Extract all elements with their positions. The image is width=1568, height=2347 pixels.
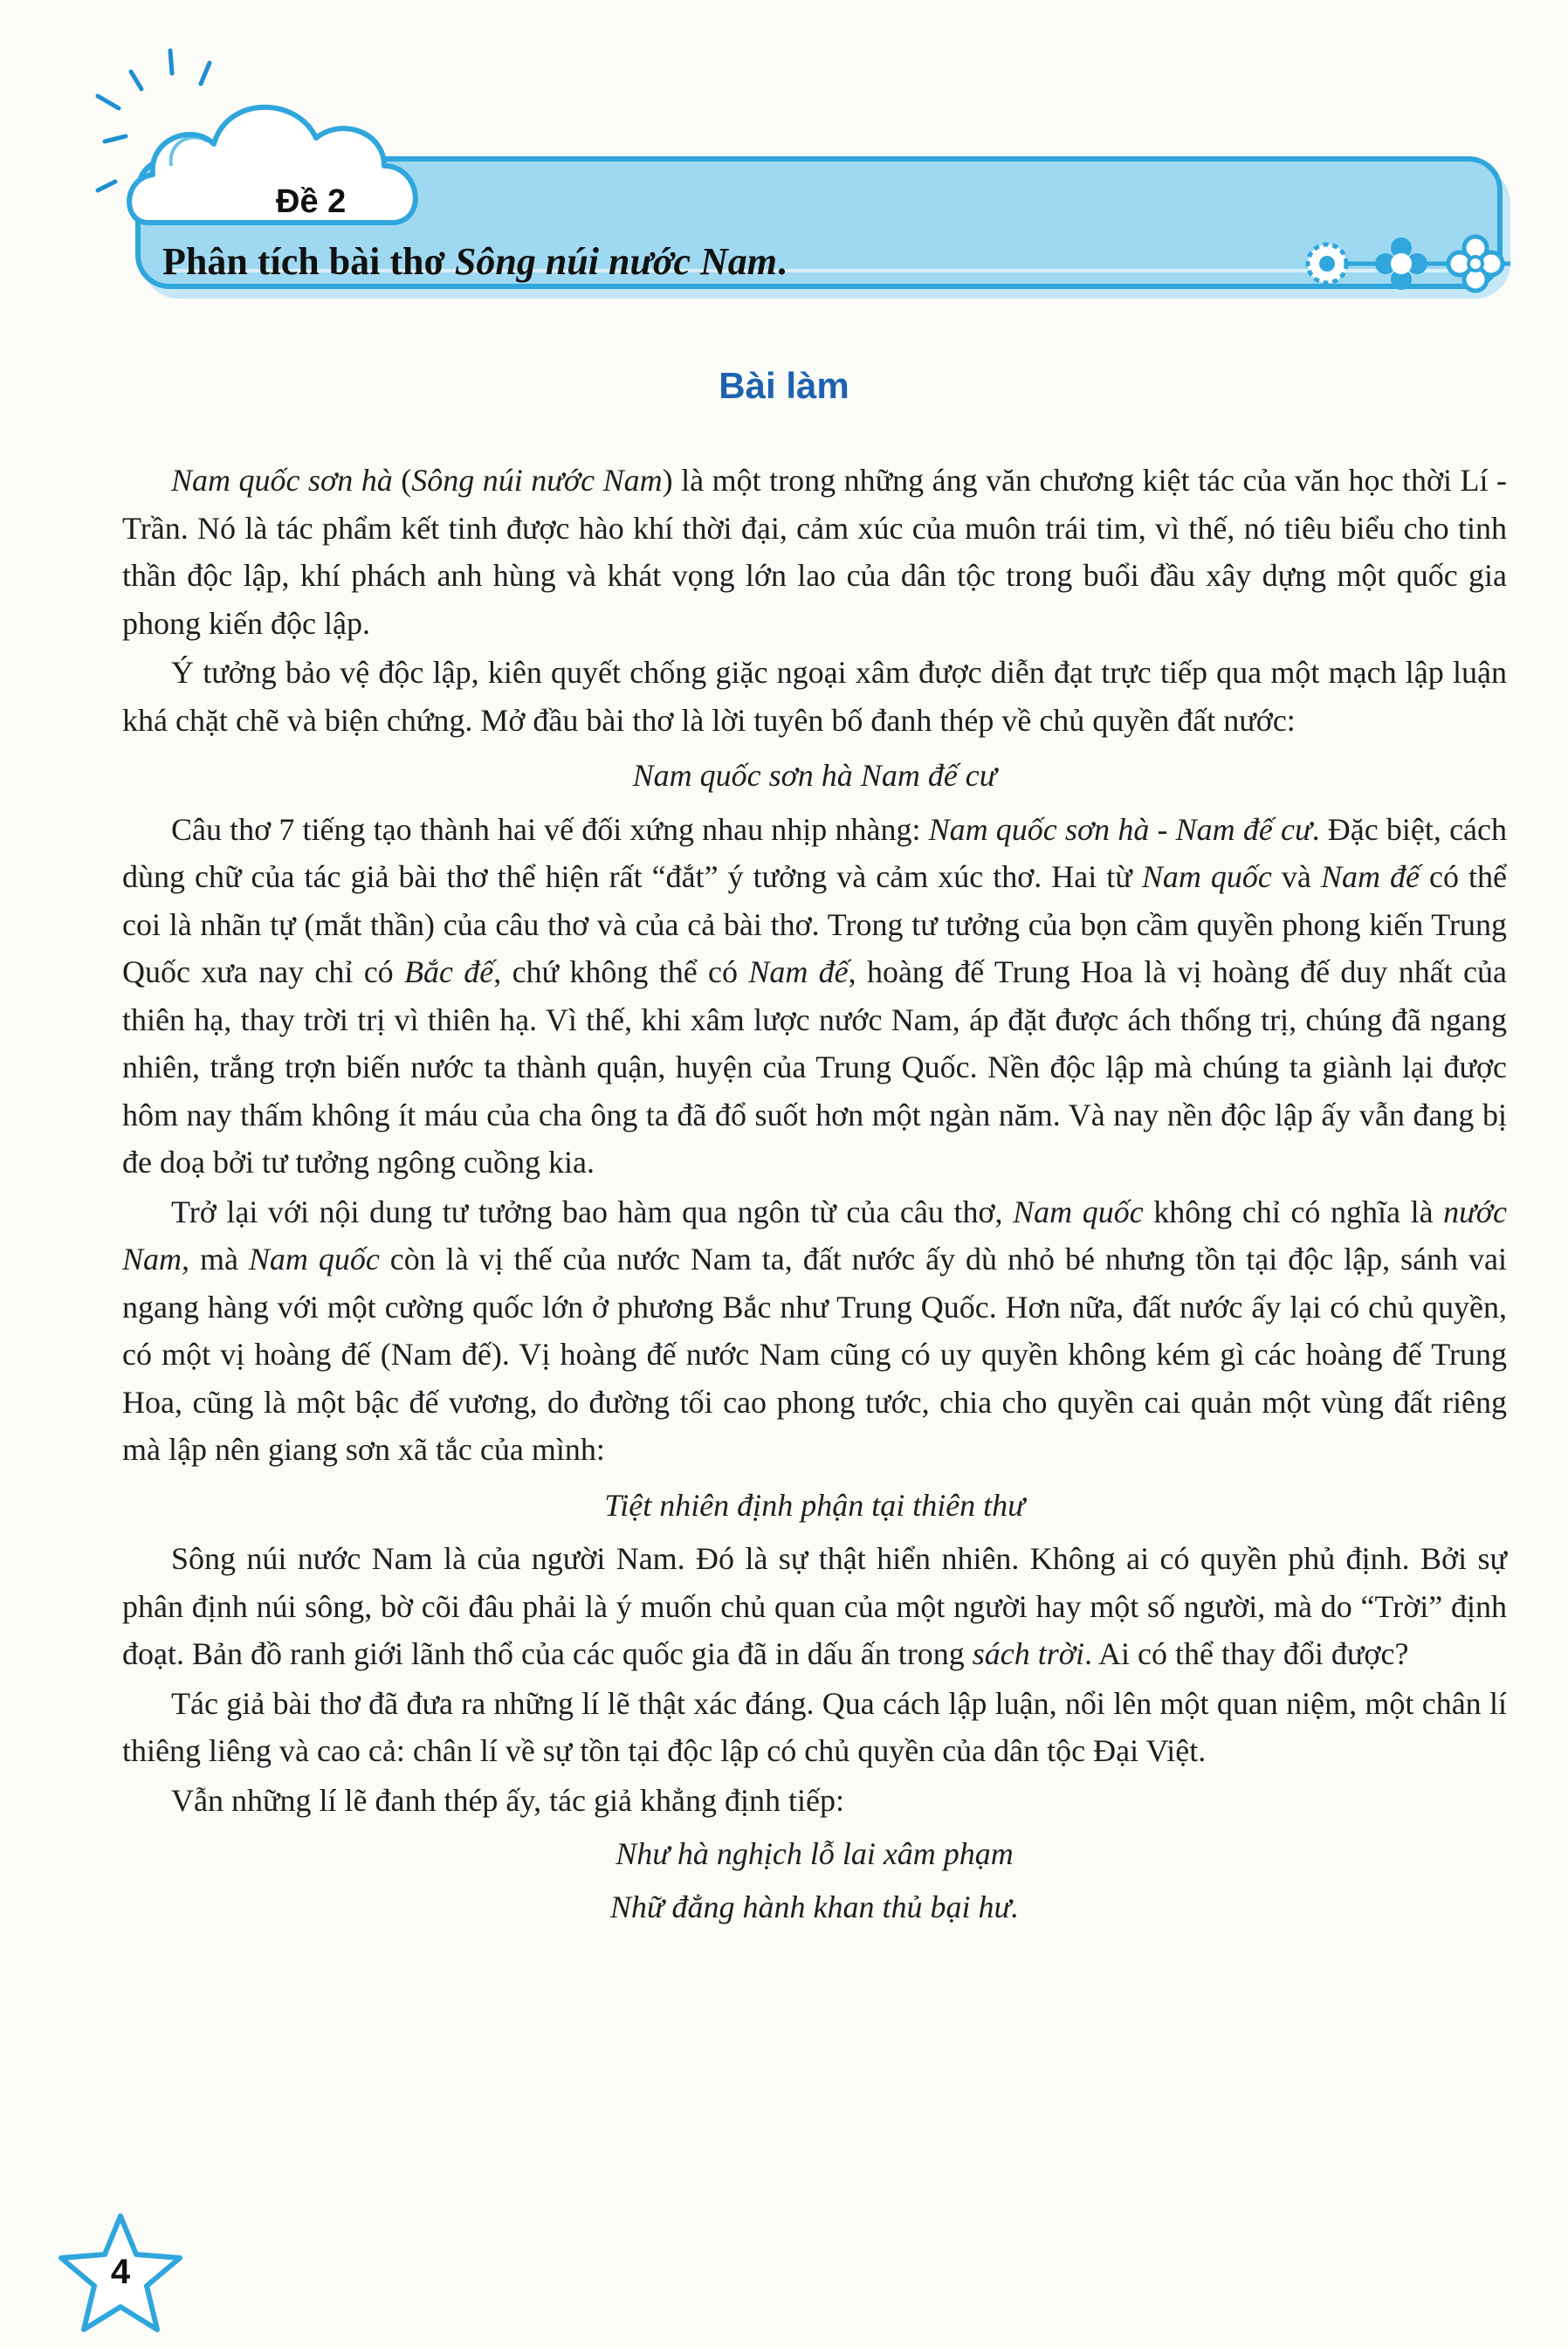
- paragraph-2: Ý tưởng bảo vệ độc lập, kiên quyết chống giặc ngoại xâm được diễn đạt trực tiếp qua một mạch lập luận khá chặt chẽ và biện chứng. Mở đầu bài thơ là lời tuyên bố đanh thép về chủ quyền đất nước:: [122, 655, 1507, 738]
- text: mà: [189, 1242, 249, 1277]
- text-italic: Nam quốc: [1141, 859, 1272, 894]
- paragraph-1: [122, 457, 1507, 647]
- topic-poem-title: Sông núi nước Nam: [454, 240, 777, 283]
- verse-quote-2: Tiệt nhiên định phận tại thiên thư: [604, 1487, 1025, 1523]
- cloud-label-shape: [129, 107, 416, 223]
- text: và: [1271, 859, 1321, 894]
- text-italic: Nam quốc sơn hà - Nam đế cư: [928, 811, 1312, 847]
- text: không chỉ có nghĩa là: [1143, 1194, 1444, 1229]
- text-italic: sách trời: [972, 1636, 1084, 1671]
- topic-suffix: .: [776, 240, 787, 283]
- text-italic: Nam quốc: [248, 1242, 380, 1277]
- page-number-badge: [51, 2209, 190, 2340]
- exam-number-label: Đề 2: [276, 183, 347, 220]
- text: . Đặc biệt, cách dùng chữ của tác giả bài thơ thể hiện rất “đắt” ý tưởng và cảm xúc thơ. Hai từ: [122, 811, 1508, 894]
- text: có thể coi là nhãn tự (mắt thần) của câu thơ và của cả bài thơ. Trong tư tưởng của bọn cầm quyền phong kiến Trung Quốc xưa nay chỉ có: [122, 859, 1507, 989]
- text: Sông núi nước Nam là của người Nam. Đó là sự thật hiển nhiên. Không ai có quyền phủ định. Bởi sự phân định núi sông, bờ cõi đâu phải là ý muốn chủ quan của một người hay một số người, mà do “Trời” định đoạt. Bản đồ ranh giới lãnh thổ của các quốc gia đã in dấu ấn trong: [122, 1541, 1507, 1671]
- text: , hoàng đế Trung Hoa là vị hoàng đế duy nhất của thiên hạ, thay trời trị vì thiên hạ. Vì thế, khi xâm lược nước Nam, áp đặt được ách thống trị, chúng đã ngang nhiên, trắng trợn biến nước ta thành quận, huyện của Trung Quốc. Nền độc lập mà chúng ta giành lại được hôm nay thấm không ít máu của cha ông ta đã đổ suốt hơn một ngàn năm. Và nay nền độc lập ấy vẫn đang bị đe doạ bởi tư tưởng ngông cuồng kia.: [122, 954, 1507, 1180]
- text-italic: Sông núi nước Nam: [411, 463, 663, 498]
- text: , chứ không thể có: [493, 954, 749, 989]
- paragraph-3: [122, 806, 1507, 1187]
- text-italic: Nam quốc: [1013, 1194, 1144, 1229]
- text: . Ai có thể thay đổi được?: [1083, 1636, 1409, 1671]
- text: (: [392, 463, 412, 498]
- exam-topic: [162, 239, 1297, 284]
- topic-prefix: Phân tích bài thơ: [162, 240, 455, 283]
- text: Trở lại với nội dung tư tưởng bao hàm qua ngôn từ của câu thơ,: [171, 1194, 1014, 1229]
- text-italic: Bắc đế: [404, 954, 494, 989]
- paragraph-4: [122, 1188, 1507, 1474]
- text: Câu thơ 7 tiếng tạo thành hai vế đối xứng nhau nhịp nhàng:: [171, 811, 929, 847]
- verse-quote-1: Nam quốc sơn hà Nam đế cư: [632, 758, 997, 793]
- text-italic: nước Nam,: [122, 1194, 1507, 1277]
- paragraph-6: Tác giả bài thơ đã đưa ra những lí lẽ thật xác đáng. Qua cách lập luận, nổi lên một quan niệm, một chân lí thiêng liêng và cao cả: chân lí về sự tồn tại độc lập có chủ quyền của dân tộc Đại Việt.: [122, 1685, 1507, 1768]
- text: ) là một trong những áng văn chương kiệt tác của văn học thời Lí - Trần. Nó là tác phẩm kết tinh được hào khí thời đại, cảm xúc của muôn trái tim, vì thế, nó tiêu biểu cho tinh thần độc lập, khí phách anh hùng và khát vọng lớn lao của dân tộc trong buổi đầu xây dựng một quốc gia phong kiến độc lập.: [122, 463, 1507, 641]
- text-italic: Nam đế: [1320, 859, 1420, 894]
- paragraph-7: Vẫn những lí lẽ đanh thép ấy, tác giả khẳng định tiếp:: [171, 1782, 844, 1818]
- text-italic: Nam quốc sơn hà: [171, 463, 393, 498]
- exam-header-banner: [87, 35, 1537, 323]
- paragraph-5: [122, 1535, 1507, 1678]
- essay-body: [122, 457, 1507, 1933]
- verse-line: Như hà nghịch lỗ lai xâm phạm: [616, 1836, 1014, 1871]
- text-italic: Nam đế: [748, 954, 849, 989]
- answer-heading: Bài làm: [719, 365, 849, 406]
- verse-quote-3: [122, 1827, 1507, 1933]
- page-number: 4: [110, 2253, 131, 2291]
- verse-line: Nhữ đẳng hành khan thủ bại hư.: [609, 1889, 1020, 1924]
- text: còn là vị thế của nước Nam ta, đất nước ấy dù nhỏ bé nhưng tồn tại độc lập, sánh vai ngang hàng với một cường quốc lớn ở phương Bắc như Trung Quốc. Hơn nữa, đất nước ấy lại có chủ quyền, có một vị hoàng đế (Nam đế). Vị hoàng đế nước Nam cũng có uy quyền không kém gì các hoàng đế Trung Hoa, cũng là một bậc đế vương, do đường tối cao phong tước, chia cho quyền cai quản một vùng đất riêng mà lập nên giang sơn xã tắc của mình:: [122, 1242, 1507, 1467]
